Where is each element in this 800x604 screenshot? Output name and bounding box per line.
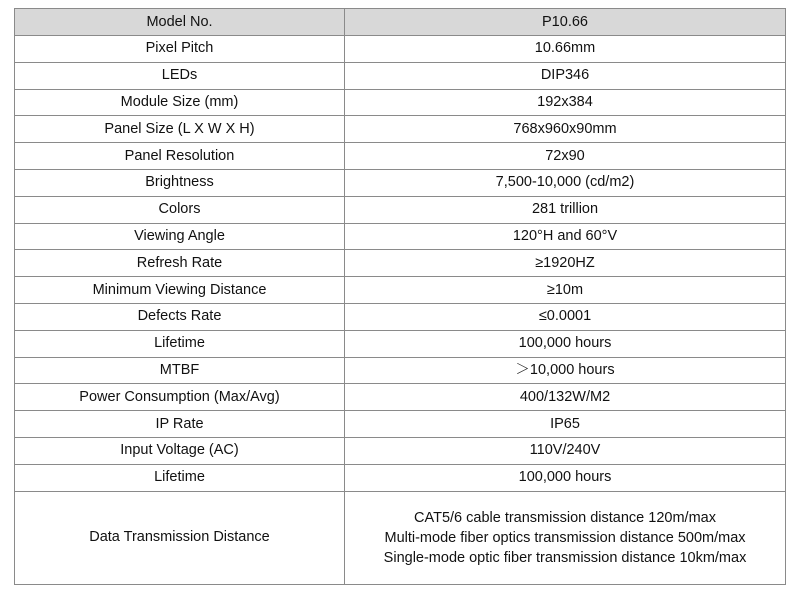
row-label: Defects Rate bbox=[15, 303, 345, 330]
row-value: 72x90 bbox=[345, 143, 786, 170]
row-label: Viewing Angle bbox=[15, 223, 345, 250]
row-label: LEDs bbox=[15, 62, 345, 89]
row-value: 100,000 hours bbox=[345, 330, 786, 357]
row-value: 120°H and 60°V bbox=[345, 223, 786, 250]
row-value: DIP346 bbox=[345, 62, 786, 89]
data-transmission-row bbox=[15, 491, 786, 584]
row-label: Brightness bbox=[15, 169, 345, 196]
row-label: IP Rate bbox=[15, 411, 345, 438]
row-value: 400/132W/M2 bbox=[345, 384, 786, 411]
row-value: ≥10m bbox=[345, 277, 786, 304]
table-row bbox=[15, 36, 786, 63]
row-value: IP65 bbox=[345, 411, 786, 438]
table-row bbox=[15, 89, 786, 116]
row-label: Panel Resolution bbox=[15, 143, 345, 170]
table-row bbox=[15, 143, 786, 170]
row-value: ＞10,000 hours bbox=[345, 357, 786, 384]
table-row bbox=[15, 357, 786, 384]
table-row bbox=[15, 384, 786, 411]
row-value: 768x960x90mm bbox=[345, 116, 786, 143]
data-transmission-label: Data Transmission Distance bbox=[15, 491, 345, 584]
row-label: Refresh Rate bbox=[15, 250, 345, 277]
table-row bbox=[15, 277, 786, 304]
data-transmission-values bbox=[345, 491, 786, 584]
transmission-line-cat5: CAT5/6 cable transmission distance 120m/max bbox=[414, 509, 716, 526]
table-row bbox=[15, 169, 786, 196]
row-value: 281 trillion bbox=[345, 196, 786, 223]
table-row bbox=[15, 62, 786, 89]
row-label: Lifetime bbox=[15, 464, 345, 491]
row-label: MTBF bbox=[15, 357, 345, 384]
row-value: 100,000 hours bbox=[345, 464, 786, 491]
row-label: Lifetime bbox=[15, 330, 345, 357]
row-value: ≤0.0001 bbox=[345, 303, 786, 330]
row-label: Module Size (mm) bbox=[15, 89, 345, 116]
table-row bbox=[15, 196, 786, 223]
table-header-row bbox=[15, 9, 786, 36]
transmission-line-multimode: Multi-mode fiber optics transmission distance 500m/max bbox=[384, 529, 746, 546]
table-row bbox=[15, 437, 786, 464]
row-label: Input Voltage (AC) bbox=[15, 437, 345, 464]
row-label: Pixel Pitch bbox=[15, 36, 345, 63]
table-row bbox=[15, 411, 786, 438]
header-label-cell: Model No. bbox=[15, 9, 345, 36]
spec-table bbox=[14, 8, 786, 585]
row-label: Power Consumption (Max/Avg) bbox=[15, 384, 345, 411]
table-row bbox=[15, 223, 786, 250]
row-value: 10.66mm bbox=[345, 36, 786, 63]
row-value: 192x384 bbox=[345, 89, 786, 116]
table-row bbox=[15, 116, 786, 143]
row-value: 7,500-10,000 (cd/m2) bbox=[345, 169, 786, 196]
row-value: 110V/240V bbox=[345, 437, 786, 464]
row-label: Panel Size (L X W X H) bbox=[15, 116, 345, 143]
table-row bbox=[15, 464, 786, 491]
header-value-cell: P10.66 bbox=[345, 9, 786, 36]
transmission-line-singlemode: Single-mode optic fiber transmission distance 10km/max bbox=[383, 549, 747, 566]
table-row bbox=[15, 330, 786, 357]
row-value: ≥1920HZ bbox=[345, 250, 786, 277]
row-label: Colors bbox=[15, 196, 345, 223]
row-label: Minimum Viewing Distance bbox=[15, 277, 345, 304]
table-row bbox=[15, 250, 786, 277]
table-row bbox=[15, 303, 786, 330]
